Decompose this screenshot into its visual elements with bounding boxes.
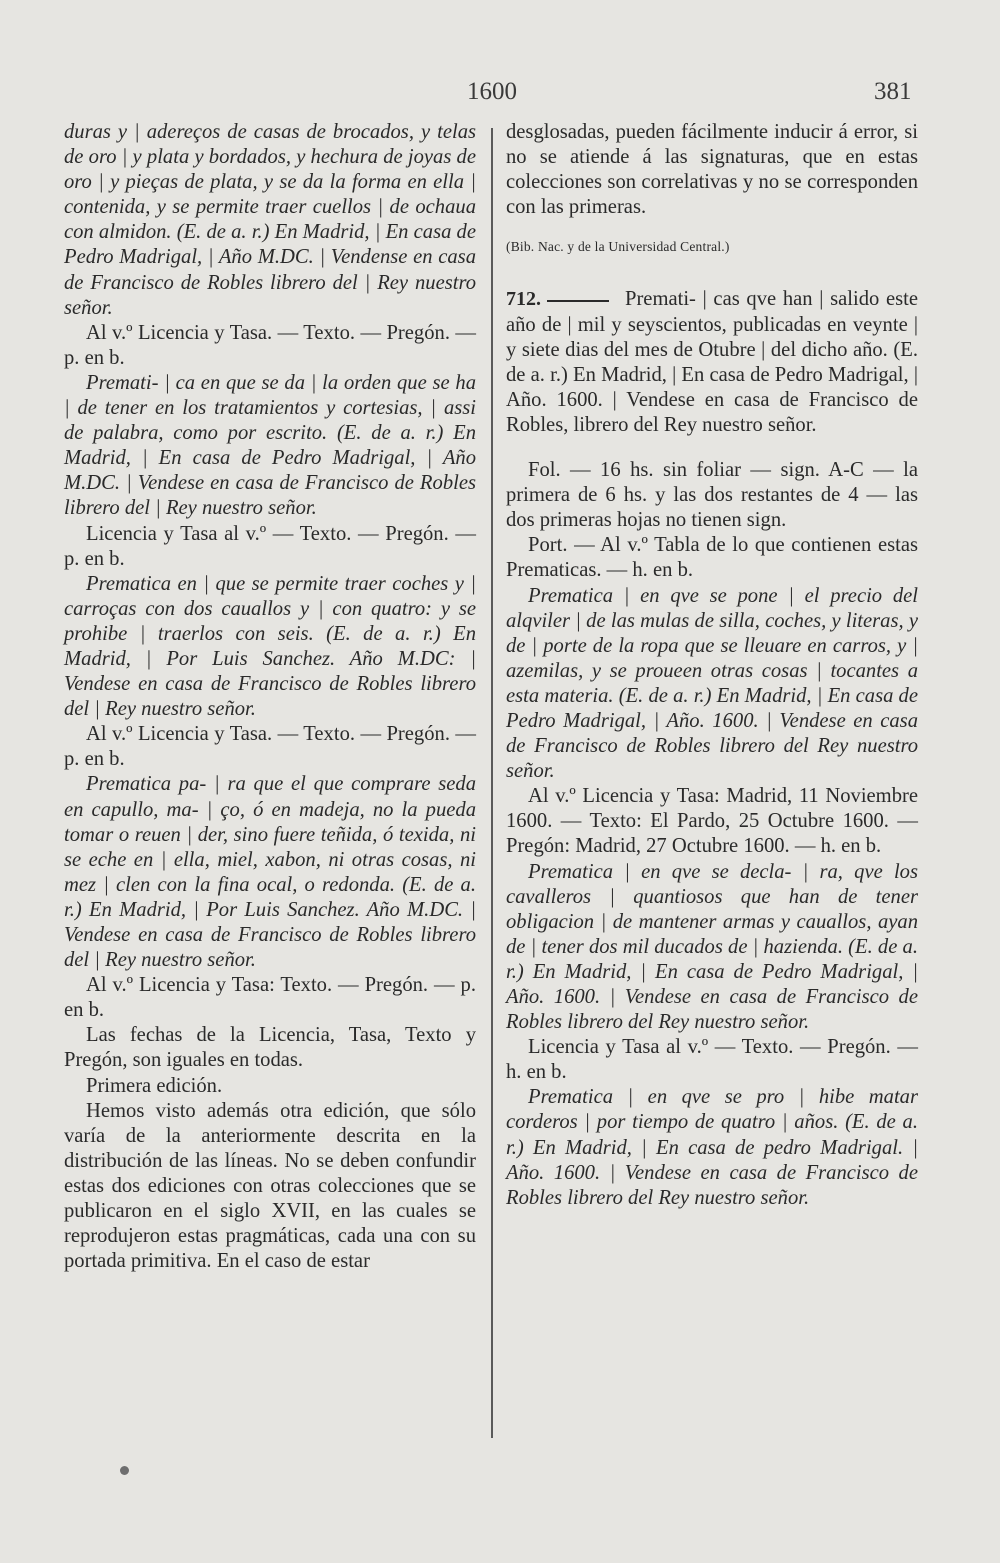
paragraph: Al v.º Licencia y Tasa: Texto. — Pregón. — p. en b. <box>64 974 476 1022</box>
running-header-year: 1600 <box>467 78 517 105</box>
paragraph: Al v.º Licencia y Tasa. — Texto. — Pregón. — p. en b. <box>64 321 476 369</box>
paragraph: Fol. — 16 hs. sin foliar — sign. A-C — la primera de 6 hs. y las dos restantes de 4 — las dos primeras hojas no tienen sign. <box>506 459 918 532</box>
source-note: (Bib. Nac. y de la Universidad Central.) <box>506 239 730 255</box>
paragraph: desglosadas, pueden fácilmente inducir á error, si no se atiende á las signaturas, que en estas colecciones son correlativas y no se corresponden con las primeras. <box>506 121 918 219</box>
right-column <box>506 120 918 1211</box>
paragraph: Premati- | ca en que se da | la orden que se ha | de tener en los tratamientos y cortesias, | assi de palabra, como por escrito. (E. de a. r.) En Madrid, | En casa de Pedro Madrigal, | Año M.DC. | Vendese en casa de Francisco de Robles librero del | Rey nuestro señor. <box>64 371 476 520</box>
paragraph: Prematica | en qve se pone | el precio del alqviler | de las mulas de silla, coches, y literas, y de | porte de la ropa que se lleuare en carros, y | azemilas, y se proueen otras cosas | tocantes a esta materia. (E. de a. r.) En Madrid, | En casa de Pedro Madrigal, | Año. 1600. | Vendese en casa de Francisco de Robles librero del Rey nuestro señor. <box>506 584 918 783</box>
ink-spot <box>120 1466 129 1475</box>
column-divider <box>491 128 493 1438</box>
paragraph: Licencia y Tasa al v.º — Texto. — Pregón. — p. en b. <box>64 522 476 570</box>
entry-number: 712. <box>506 288 541 311</box>
paragraph: Licencia y Tasa al v.º — Texto. — Pregón. — h. en b. <box>506 1036 918 1084</box>
paragraph: Al v.º Licencia y Tasa: Madrid, 11 Noviembre 1600. — Texto: El Pardo, 25 Octubre 1600. — Pregón: Madrid, 27 Octubre 1600. — h. en b. <box>506 785 918 858</box>
paragraph: Primera edición. <box>86 1074 223 1097</box>
paragraph: Las fechas de la Licencia, Tasa, Texto y Pregón, son iguales en todas. <box>64 1024 476 1072</box>
entry-title: Premati- | cas qve han | salido este año de | mil y seyscientos, publicadas en veynte | y siete dias del mes de Otubre | del dicho año. (E. de a. r.) En Madrid, | En casa de Pedro Madrigal, | Año. 1600. | Vendese en casa de Francisco de Robles, librero del Rey nuestro señor. <box>506 288 918 436</box>
paragraph: Port. — Al v.º Tabla de lo que contienen estas Prematicas. — h. en b. <box>506 534 918 582</box>
entry-heading <box>506 287 918 438</box>
left-column <box>64 120 476 1274</box>
paragraph: Hemos visto además otra edición, que sólo varía de la anteriormente descrita en la distribución de las líneas. No se deben confundir estas dos ediciones con otras colecciones que se publicaron en el siglo XVII, en las cuales se reprodujeron estas pragmáticas, cada una con su portada primitiva. En el caso de estar <box>64 1099 476 1273</box>
paragraph: Prematica en | que se permite traer coches y | carroças con dos cauallos y | con quatro: y se prohibe | traerlos con seis. (E. de a. r.) En Madrid, | Por Luis Sanchez. Año M.DC: | Vendese en casa de Francisco de Robles librero del | Rey nuestro señor. <box>64 572 476 721</box>
paragraph: Prematica pa- | ra que el que comprare seda en capullo, ma- | ço, ó en madeja, no la pueda tomar o reuen | der, sino fuere teñida, ó texida, ni se eche en | ella, miel, xabon, ni otras cosas, ni mez | clen con la fina ocal, o redonda. (E. de a. r.) En Madrid, | Por Luis Sanchez. Año M.DC. | Vendese en casa de Francisco de Robles librero del | Rey nuestro señor. <box>64 773 476 972</box>
page-number: 381 <box>874 78 912 105</box>
entry-dash <box>547 300 609 302</box>
paragraph: Al v.º Licencia y Tasa. — Texto. — Pregón. — p. en b. <box>64 723 476 771</box>
paragraph: duras y | adereços de casas de brocados, y telas de oro | y plata y bordados, y hechura de joyas de oro | y pieças de plata, y se da la forma en ella | contenida, y se permite traer cuellos | de ochaua con almidon. (E. de a. r.) En Madrid, | En casa de Pedro Madrigal, | Año M.DC. | Vendense en casa de Francisco de Robles librero del | Rey nuestro señor. <box>64 121 476 319</box>
paragraph: Prematica | en qve se decla- | ra, qve los cavalleros | quantiosos que han de tener obligacion | de mantener armas y cauallos, ayan de | tener dos mil ducados de | hazienda. (E. de a. r.) En Madrid, | En casa de Pedro Madrigal, | Año. 1600. | Vendese en casa de Francisco de Robles librero del Rey nuestro señor. <box>506 860 918 1034</box>
paragraph: Prematica | en qve se pro | hibe matar corderos | por tiempo de quatro | años. (E. de a. r.) En Madrid, | En casa de pedro Madrigal. | Año. 1600. | Vendese en casa de Francisco de Robles librero del Rey nuestro señor. <box>506 1086 918 1209</box>
